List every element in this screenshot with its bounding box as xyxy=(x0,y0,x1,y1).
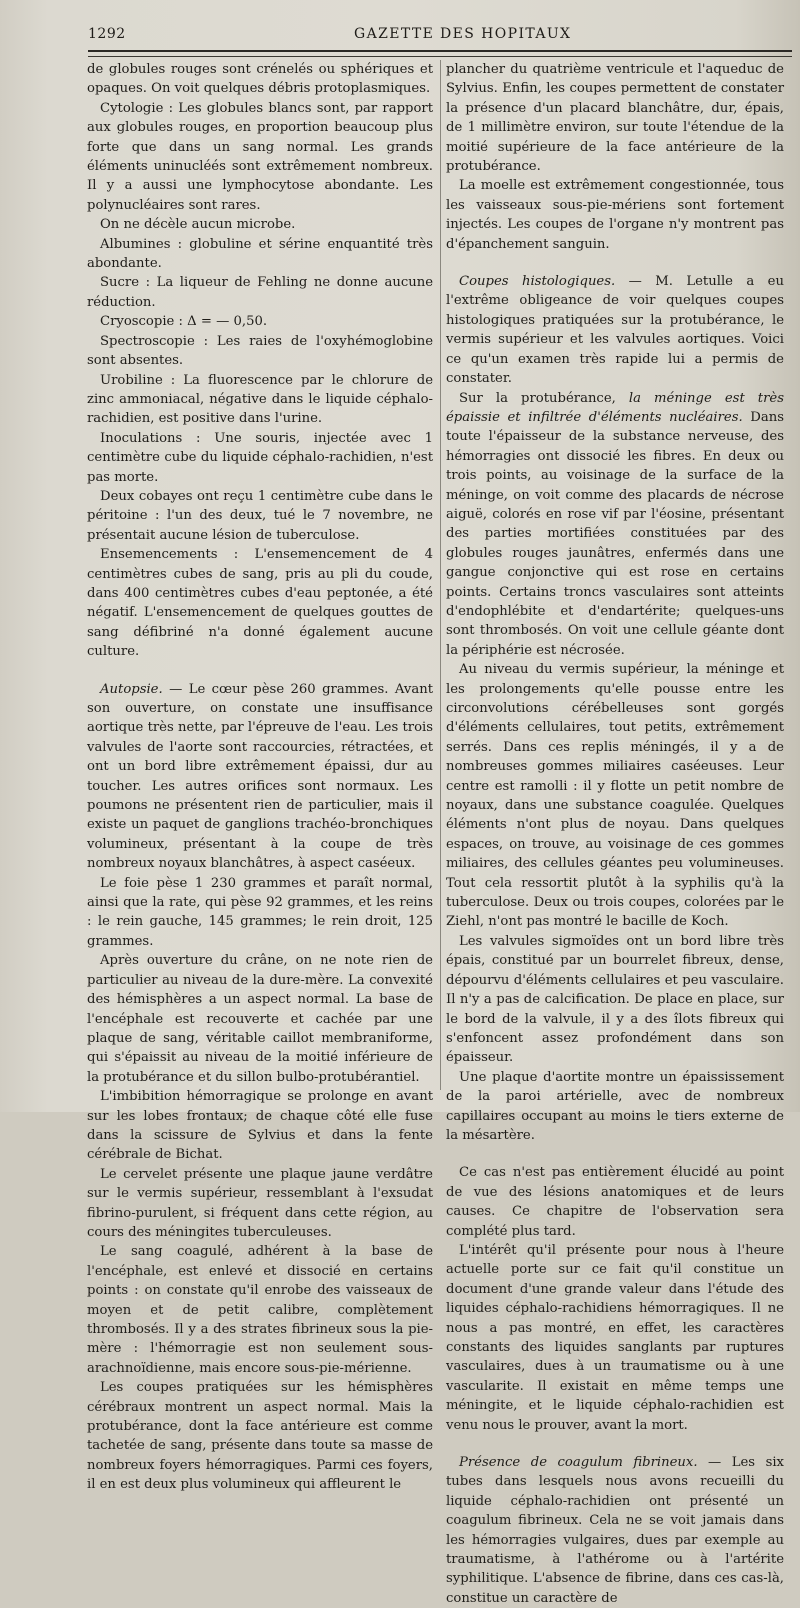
paragraph-text: La moelle est extrêmement congestionnée, tous les vaisseaux sous-pie-mériens sont fortement injectés. Les coupes de l'organe n'y montrent pas d'épanchement sanguin. xyxy=(446,178,784,252)
paragraph xyxy=(446,1068,784,1146)
paragraph-text: Cryoscopie : Δ = — 0,50. xyxy=(100,314,268,330)
paragraph-text: Une plaque d'aortite montre un épaississement de la paroi artérielle, avec de nombreux capillaires occupant au moins le tiers externe de la mésartère. xyxy=(446,1069,784,1143)
paragraph-text: Sur la protubérance, xyxy=(459,390,629,406)
paragraph-text: — Le cœur pèse 260 grammes. Avant son ouverture, on constate une insuffisance aortique très nette, par l'épreuve de l'eau. Les trois valvules de l'aorte sont raccourcies, rétractées, et ont un bord libre extrêmement épaissi, dur au toucher. Les autres orifices sont normaux. Les poumons ne présentent rien de particulier, mais il existe un paquet de ganglions trachéo-bronchiques volumineux, présentant à la coupe de très nombreux noyaux blanchâtres, à aspect caséeux. xyxy=(87,681,433,872)
paragraph xyxy=(87,312,433,331)
paragraph-text: Les coupes pratiquées sur les hémisphères cérébraux montrent un aspect normal. Mais la protubérance, dont la face antérieure est comme tachetée de sang, présente dans toute sa masse de nombreux foyers hémorragiques. Parmi ces foyers, il en est deux plus volumineux qui affleurent le xyxy=(87,1380,433,1493)
page-header xyxy=(88,26,800,48)
paragraph xyxy=(87,680,433,874)
paragraph-text: L'imbibition hémorragique se prolonge en avant sur les lobes frontaux; de chaque côté elle fuse dans la scissure de Sylvius et dans la fente cérébrale de Bichat. xyxy=(87,1089,433,1163)
paragraph xyxy=(87,273,433,312)
paragraph xyxy=(446,389,784,661)
paragraph-text: plancher du quatrième ventricule et l'aqueduc de Sylvius. Enfin, les coupes permettent de constater la présence d'un placard blanchâtre, dur, épais, de 1 millimètre environ, sur toute l'étendue de la moitié supérieure de la face antérieure de la protubérance. xyxy=(446,62,784,175)
section-lead: Autopsie. xyxy=(100,681,163,697)
paragraph xyxy=(87,99,433,215)
paragraph xyxy=(87,371,433,429)
paragraph xyxy=(87,332,433,371)
paragraph xyxy=(87,1242,433,1378)
section-lead: Présence de coagulum fibrineux. xyxy=(459,1455,698,1471)
column-divider xyxy=(440,60,441,1090)
paragraph xyxy=(446,60,784,176)
header-rule-thick xyxy=(88,50,792,52)
section-lead: Coupes histologiques. xyxy=(459,274,616,290)
journal-title: GAZETTE DES HOPITAUX xyxy=(354,26,572,42)
paragraph-text: Dans toute l'épaisseur de la substance nerveuse, des hémorragies ont dissocié les fibres. En deux ou trois points, au voisinage de la surface de la méninge, on voit comme des placards de nécrose aiguë, colorés en rose vif par l'éosine, présentant des parties mortifiées constituées par des globules rouges jaunâtres, enfermés dans une gangue conjonctive qui est rose en certains points. Certains troncs vasculaires sont atteints d'endophlébite et d'endartérite; quelques-uns sont thrombosés. On voit une cellule géante dont la périphérie est nécrosée. xyxy=(446,409,784,658)
paragraph-text: Les valvules sigmoïdes ont un bord libre très épais, constitué par un bourrelet fibreux, dense, dépourvu d'éléments cellulaires et peu vasculaire. Il n'y a pas de calcification. De place en place, sur le bord de la valvule, il y a des îlots fibreux qui s'enfoncent assez profondément dans son épaisseur. xyxy=(446,933,784,1066)
paragraph-text: Après ouverture du crâne, on ne note rien de particulier au niveau de la dure-mère. La convexité des hémisphères a un aspect normal. La base de l'encéphale est recouverte et cachée par une plaque de sang, véritable caillot membraniforme, qui s'épaissit au niveau de la moitié inférieure de la protubérance et du sillon bulbo-protubérantiel. xyxy=(87,953,433,1085)
paragraph xyxy=(87,545,433,661)
emphasis-text: la méninge est très épaissie et infiltrée d'éléments nucléaires. xyxy=(446,390,784,425)
paragraph-text: — M. Letulle a eu l'extrême obligeance de voir quelques coupes histologiques pratiquées sur la protubérance, le vermis supérieur et les valvules aortiques. Voici ce qu'un examen très rapide lui a permis de constater. xyxy=(446,274,784,387)
paragraph-text: Albumines : globuline et sérine enquantité très abondante. xyxy=(87,236,433,272)
paragraph xyxy=(446,272,784,388)
paragraph xyxy=(446,176,784,254)
paragraph xyxy=(87,874,433,952)
paragraph xyxy=(446,660,784,932)
paragraph-text: Sucre : La liqueur de Fehling ne donne aucune réduction. xyxy=(87,275,433,310)
header-rule-thin xyxy=(88,56,792,57)
paragraph xyxy=(87,487,433,545)
paragraph xyxy=(87,1165,433,1243)
paragraph-text: Ensemencements : L'ensemencement de 4 centimètres cubes de sang, pris au pli du coude, dans 400 centimètres cubes d'eau peptonée, a été négatif. L'ensemencement de quelques gouttes de sang défibriné n'a donné également aucune culture. xyxy=(87,547,433,660)
paragraph-text: Deux cobayes ont reçu 1 centimètre cube dans le péritoine : l'un des deux, tué le 7 novembre, ne présentait aucune lésion de tuberculose. xyxy=(87,488,433,543)
paragraph-text: Urobiline : La fluorescence par le chlorure de zinc ammoniacal, négative dans le liquide céphalo-rachidien, est positive dans l'urine. xyxy=(87,372,433,427)
page-number: 1292 xyxy=(88,26,126,42)
paragraph xyxy=(87,1087,433,1165)
paragraph-text: Le cervelet présente une plaque jaune verdâtre sur le vermis supérieur, ressemblant à l'exsudat fibrino-purulent, si fréquent dans cette région, au cours des méningites tuberculeuses. xyxy=(87,1166,433,1240)
paragraph-text: Le foie pèse 1 230 grammes et paraît normal, ainsi que la rate, qui pèse 92 grammes, et les reins : le rein gauche, 145 grammes; le rein droit, 125 grammes. xyxy=(87,875,433,949)
paragraph xyxy=(446,1163,784,1241)
paragraph-text: Inoculations : Une souris, injectée avec 1 centimètre cube du liquide céphalo-rachidien, n'est pas morte. xyxy=(87,430,433,485)
paragraph-text: Spectroscopie : Les raies de l'oxyhémoglobine sont absentes. xyxy=(87,333,433,369)
paragraph xyxy=(87,60,433,99)
paragraph-text: Ce cas n'est pas entièrement élucidé au point de vue des lésions anatomiques et de leurs causes. Ce chapitre de l'observation sera complété plus tard. xyxy=(446,1165,784,1239)
paragraph xyxy=(87,235,433,274)
paragraph-text: Le sang coagulé, adhérent à la base de l'encéphale, est enlevé et dissocié en certains points : on constate qu'il enrobe des vaisseaux de moyen et de petit calibre, complètement thrombosés. Il y a des strates fibrineux sous la pie-mère : l'hémorragie est non seulement sous-arachnoïdienne, mais encore sous-pie-mérienne. xyxy=(87,1244,433,1376)
paragraph xyxy=(87,215,433,234)
paragraph xyxy=(446,1453,784,1608)
left-column xyxy=(87,60,433,1495)
paragraph xyxy=(87,951,433,1087)
paragraph xyxy=(87,429,433,487)
right-column xyxy=(446,60,784,1608)
paragraph-text: Au niveau du vermis supérieur, la méninge et les prolongements qu'elle pousse entre les circonvolutions cérébelleuses sont gorgés d'éléments cellulaires, tout petits, extrêmement serrés. Dans ces replis méningés, il y a de nombreuses gommes miliaires caséeuses. Leur centre est ramolli : il y flotte un petit nombre de noyaux, dans une substance coagulée. Quelques éléments n'ont plus de noyau. Dans quelques espaces, on trouve, au voisinage de ces gommes miliaires, des cellules géantes peu volumineuses. Tout cela ressortit plutôt à la syphilis qu'à la tuberculose. Deux ou trois coupes, colorées par le Ziehl, n'ont pas montré le bacille de Koch. xyxy=(446,662,784,930)
paragraph-text: Cytologie : Les globules blancs sont, par rapport aux globules rouges, en proportion beaucoup plus forte que dans un sang normal. Les grands éléments uninucléés sont extrêmement nombreux. Il y a aussi une lymphocytose abondante. Les polynucléaires sont rares. xyxy=(87,100,433,213)
paragraph-text: L'intérêt qu'il présente pour nous à l'heure actuelle porte sur ce fait qu'il constitue un document d'une grande valeur dans l'étude des liquides céphalo-rachidiens hémorragiques. Il ne nous a pas montré, en effet, les caractères constants des liquides sanglants par ruptures vasculaires, dues à un traumatisme ou à une vascularite. Il existait en même temps une méningite, et le liquide céphalo-rachidien est venu nous le prouver, avant la mort. xyxy=(446,1242,784,1433)
paragraph xyxy=(446,932,784,1068)
paragraph-text: On ne décèle aucun microbe. xyxy=(100,217,296,233)
paragraph-text: — Les six tubes dans lesquels nous avons recueilli du liquide céphalo-rachidien ont présenté un coagulum fibrineux. Cela ne se voit jamais dans les hémorragies vulgaires, dues par exemple au traumatisme, à l'athérome ou à l'artérite syphilitique. L'absence de fibrine, dans ces cas-là, constitue un caractère de xyxy=(446,1455,784,1606)
paragraph xyxy=(446,1241,784,1435)
paragraph xyxy=(87,1378,433,1494)
paragraph-text: de globules rouges sont crénelés ou sphériques et opaques. On voit quelques débris protoplasmiques. xyxy=(87,62,433,97)
